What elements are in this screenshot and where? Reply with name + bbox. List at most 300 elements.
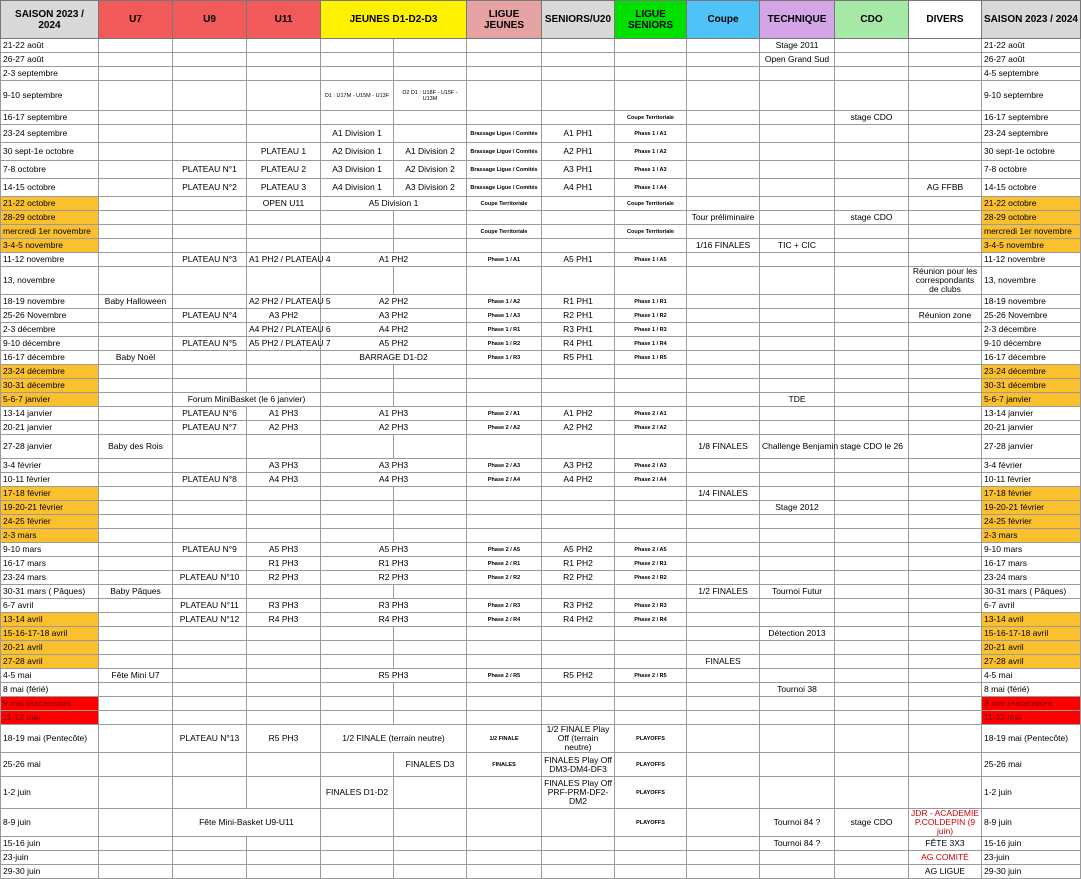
table-row	[1, 143, 1081, 161]
cell-coupe	[687, 197, 760, 211]
cell-divers: AG FFBB	[909, 179, 982, 197]
cell-u7	[99, 655, 173, 669]
cell-ligue-seniors: Phase 2 / R4	[615, 613, 687, 627]
table-row	[1, 67, 1081, 81]
cell-u9	[173, 529, 247, 543]
cell-coupe	[687, 161, 760, 179]
cell-date-right: 11-12 mai	[982, 711, 1081, 725]
cell-u9	[173, 267, 247, 295]
table-row	[1, 865, 1081, 879]
cell-coupe	[687, 683, 760, 697]
cell-date-right: 18-19 novembre	[982, 295, 1081, 309]
cell-divers: JDR - ACADEMIE P.COLDEPIN (9 juin)	[909, 809, 982, 837]
cell-jeunes-d1: R4 PH3	[321, 613, 467, 627]
cell-coupe	[687, 323, 760, 337]
cell-coupe	[687, 143, 760, 161]
cell-ligue-seniors	[615, 655, 687, 669]
cell-divers	[909, 683, 982, 697]
cell-seniors	[542, 81, 615, 111]
cell-jeunes-d1: A1 PH3	[321, 407, 467, 421]
cell-seniors	[542, 435, 615, 459]
cell-coupe	[687, 351, 760, 365]
cell-ligue-seniors: Phase 2 / R5	[615, 669, 687, 683]
cell-u11	[247, 67, 321, 81]
cell-coupe: 1/4 FINALES	[687, 487, 760, 501]
cell-date: 1-2 juin	[1, 777, 99, 809]
cell-date: 17-18 février	[1, 487, 99, 501]
cell-seniors	[542, 711, 615, 725]
cell-date: 27-28 avril	[1, 655, 99, 669]
cell-technique	[760, 777, 835, 809]
cell-u9: Forum MiniBasket (le 6 janvier)	[173, 393, 321, 407]
cell-ligue-jeunes	[467, 501, 542, 515]
cell-u11: R2 PH3	[247, 571, 321, 585]
cell-ligue-jeunes: Phase 1 / R3	[467, 351, 542, 365]
cell-jeunes-d1	[321, 211, 394, 225]
cell-divers	[909, 337, 982, 351]
cell-u7	[99, 81, 173, 111]
cell-u9	[173, 851, 247, 865]
cell-technique	[760, 365, 835, 379]
cell-ligue-seniors	[615, 641, 687, 655]
cell-cdo	[835, 529, 909, 543]
cell-u11	[247, 669, 321, 683]
cell-divers	[909, 239, 982, 253]
cell-date: 28-29 octobre	[1, 211, 99, 225]
cell-date-right: 4-5 septembre	[982, 67, 1081, 81]
table-row	[1, 515, 1081, 529]
cell-technique: Détection 2013	[760, 627, 835, 641]
cell-divers	[909, 753, 982, 777]
cell-jeunes-d2	[394, 641, 467, 655]
cell-u9	[173, 379, 247, 393]
cell-technique	[760, 197, 835, 211]
cell-jeunes-d2: A3 Division 2	[394, 179, 467, 197]
cell-date: 30 sept-1e octobre	[1, 143, 99, 161]
cell-jeunes-d1	[321, 809, 394, 837]
cell-technique	[760, 529, 835, 543]
cell-u11: PLATEAU 3	[247, 179, 321, 197]
cell-divers	[909, 39, 982, 53]
cell-technique: Stage 2011	[760, 39, 835, 53]
cell-ligue-jeunes: Phase 1 / R1	[467, 323, 542, 337]
cell-ligue-jeunes	[467, 837, 542, 851]
cell-coupe	[687, 711, 760, 725]
cell-jeunes-d2	[394, 211, 467, 225]
cell-u9	[173, 487, 247, 501]
cell-divers	[909, 697, 982, 711]
cell-jeunes-d2	[394, 501, 467, 515]
cell-u11	[247, 777, 321, 809]
cell-u11	[247, 211, 321, 225]
cell-u9: PLATEAU N°11	[173, 599, 247, 613]
table-row	[1, 459, 1081, 473]
cell-technique: Challenge Benjamin	[760, 435, 835, 459]
cell-technique: Tournoi Futur	[760, 585, 835, 599]
cell-date: 13, novembre	[1, 267, 99, 295]
cell-date: 20-21 avril	[1, 641, 99, 655]
cell-divers	[909, 111, 982, 125]
cell-u7	[99, 473, 173, 487]
table-row	[1, 211, 1081, 225]
cell-technique	[760, 613, 835, 627]
table-row	[1, 641, 1081, 655]
cell-ligue-jeunes	[467, 211, 542, 225]
cell-ligue-seniors: Phase 1 / R1	[615, 295, 687, 309]
cell-u9	[173, 197, 247, 211]
cell-coupe	[687, 641, 760, 655]
cell-date: 14-15 octobre	[1, 179, 99, 197]
cell-coupe	[687, 669, 760, 683]
cell-seniors: R3 PH2	[542, 599, 615, 613]
cell-u7	[99, 211, 173, 225]
cell-jeunes-d2	[394, 711, 467, 725]
cell-date-right: 27-28 janvier	[982, 435, 1081, 459]
cell-u11	[247, 711, 321, 725]
table-row	[1, 351, 1081, 365]
cell-jeunes-d1: A5 Division 1	[321, 197, 467, 211]
cell-jeunes-d2	[394, 697, 467, 711]
cell-u9	[173, 67, 247, 81]
cell-ligue-jeunes: Phase 2 / R3	[467, 599, 542, 613]
cell-ligue-jeunes: Phase 1 / A2	[467, 295, 542, 309]
cell-divers	[909, 197, 982, 211]
cell-u7	[99, 459, 173, 473]
cell-coupe	[687, 365, 760, 379]
cell-divers	[909, 557, 982, 571]
cell-jeunes-d2: A2 Division 2	[394, 161, 467, 179]
header-coupe: Coupe	[687, 1, 760, 39]
cell-jeunes-d1	[321, 585, 394, 599]
cell-technique	[760, 143, 835, 161]
cell-u7	[99, 253, 173, 267]
cell-u7: Baby des Rois	[99, 435, 173, 459]
cell-technique	[760, 253, 835, 267]
cell-u7	[99, 777, 173, 809]
cell-coupe	[687, 379, 760, 393]
cell-date-right: 13, novembre	[982, 267, 1081, 295]
cell-ligue-jeunes	[467, 435, 542, 459]
cell-ligue-seniors	[615, 53, 687, 67]
cell-coupe	[687, 557, 760, 571]
cell-ligue-seniors: PLAYOFFS	[615, 777, 687, 809]
cell-ligue-jeunes	[467, 585, 542, 599]
cell-date-right: 17-18 février	[982, 487, 1081, 501]
cell-coupe	[687, 697, 760, 711]
cell-ligue-jeunes: Brassage Ligue / Comités	[467, 161, 542, 179]
cell-cdo	[835, 309, 909, 323]
cell-date-right: 14-15 octobre	[982, 179, 1081, 197]
cell-u9	[173, 777, 247, 809]
cell-date: 27-28 janvier	[1, 435, 99, 459]
cell-date-right: 9-10 décembre	[982, 337, 1081, 351]
cell-ligue-seniors: Coupe Territoriale	[615, 111, 687, 125]
cell-ligue-jeunes: Phase 2 / R5	[467, 669, 542, 683]
cell-u7	[99, 711, 173, 725]
cell-coupe	[687, 393, 760, 407]
cell-divers	[909, 599, 982, 613]
cell-u11: R4 PH3	[247, 613, 321, 627]
cell-ligue-jeunes	[467, 239, 542, 253]
cell-seniors: A3 PH1	[542, 161, 615, 179]
cell-seniors	[542, 379, 615, 393]
cell-coupe	[687, 501, 760, 515]
cell-seniors: R1 PH1	[542, 295, 615, 309]
cell-jeunes-d1	[321, 851, 394, 865]
cell-seniors	[542, 865, 615, 879]
cell-u11	[247, 585, 321, 599]
table-row	[1, 473, 1081, 487]
cell-jeunes-d1	[321, 379, 394, 393]
table-row	[1, 571, 1081, 585]
cell-divers: Réunion zone	[909, 309, 982, 323]
table-row	[1, 529, 1081, 543]
table-row	[1, 125, 1081, 143]
cell-divers	[909, 777, 982, 809]
cell-ligue-jeunes: Phase 2 / A5	[467, 543, 542, 557]
cell-ligue-jeunes	[467, 365, 542, 379]
cell-jeunes-d2	[394, 111, 467, 125]
cell-date: 21-22 octobre	[1, 197, 99, 211]
cell-ligue-seniors	[615, 515, 687, 529]
cell-date-right: 28-29 octobre	[982, 211, 1081, 225]
cell-date: 9 mai (Ascension)	[1, 697, 99, 711]
cell-u9	[173, 585, 247, 599]
cell-date-right: 2-3 décembre	[982, 323, 1081, 337]
cell-ligue-seniors	[615, 67, 687, 81]
cell-ligue-jeunes	[467, 267, 542, 295]
cell-date: 9-10 mars	[1, 543, 99, 557]
cell-cdo	[835, 253, 909, 267]
cell-date: 20-21 janvier	[1, 421, 99, 435]
cell-ligue-jeunes	[467, 851, 542, 865]
cell-cdo	[835, 557, 909, 571]
cell-seniors	[542, 837, 615, 851]
cell-jeunes-d2	[394, 655, 467, 669]
cell-ligue-seniors: Phase 1 / R3	[615, 323, 687, 337]
cell-ligue-jeunes: Phase 2 / A3	[467, 459, 542, 473]
cell-date-right: 15-16-17-18 avril	[982, 627, 1081, 641]
cell-date-right: 25-26 mai	[982, 753, 1081, 777]
cell-date-right: 24-25 février	[982, 515, 1081, 529]
cell-seniors	[542, 627, 615, 641]
cell-date: 5-6-7 janvier	[1, 393, 99, 407]
cell-u11: PLATEAU 2	[247, 161, 321, 179]
cell-date-right: 20-21 janvier	[982, 421, 1081, 435]
cell-seniors	[542, 111, 615, 125]
cell-date: 15-16-17-18 avril	[1, 627, 99, 641]
cell-u9: PLATEAU N°7	[173, 421, 247, 435]
cell-date-right: 3-4 février	[982, 459, 1081, 473]
cell-ligue-jeunes	[467, 487, 542, 501]
cell-jeunes-d2: A1 Division 2	[394, 143, 467, 161]
cell-jeunes-d2	[394, 777, 467, 809]
cell-u11: A1 PH3	[247, 407, 321, 421]
cell-u9	[173, 239, 247, 253]
cell-ligue-seniors	[615, 239, 687, 253]
cell-seniors: A4 PH2	[542, 473, 615, 487]
table-row	[1, 267, 1081, 295]
cell-date-right: 21-22 octobre	[982, 197, 1081, 211]
cell-u7	[99, 267, 173, 295]
cell-technique: Tournoi 84 ?	[760, 837, 835, 851]
cell-divers	[909, 627, 982, 641]
cell-cdo	[835, 501, 909, 515]
cell-divers	[909, 225, 982, 239]
cell-u9	[173, 557, 247, 571]
cell-coupe	[687, 337, 760, 351]
cell-coupe: 1/2 FINALES	[687, 585, 760, 599]
cell-date-right: 10-11 février	[982, 473, 1081, 487]
cell-u9: PLATEAU N°6	[173, 407, 247, 421]
cell-u9: Fête Mini-Basket U9-U11	[173, 809, 321, 837]
cell-date: 21-22 août	[1, 39, 99, 53]
cell-ligue-jeunes: Brassage Ligue / Comités	[467, 179, 542, 197]
cell-date: 16-17 décembre	[1, 351, 99, 365]
cell-u7	[99, 613, 173, 627]
cell-date: 7-8 octobre	[1, 161, 99, 179]
cell-date-right: 16-17 mars	[982, 557, 1081, 571]
cell-divers	[909, 501, 982, 515]
cell-coupe: 1/16 FINALES	[687, 239, 760, 253]
cell-u11: R5 PH3	[247, 725, 321, 753]
cell-seniors	[542, 197, 615, 211]
cell-date-right: 23-24 septembre	[982, 125, 1081, 143]
cell-ligue-jeunes	[467, 865, 542, 879]
cell-cdo	[835, 337, 909, 351]
cell-seniors	[542, 239, 615, 253]
header-seniors: SENIORS/U20	[542, 1, 615, 39]
cell-cdo	[835, 837, 909, 851]
cell-ligue-jeunes	[467, 641, 542, 655]
cell-technique	[760, 753, 835, 777]
cell-ligue-seniors	[615, 501, 687, 515]
cell-u7	[99, 851, 173, 865]
cell-date: 10-11 février	[1, 473, 99, 487]
cell-ligue-jeunes	[467, 711, 542, 725]
cell-u7	[99, 571, 173, 585]
cell-date-right: 23-24 décembre	[982, 365, 1081, 379]
table-row	[1, 225, 1081, 239]
cell-ligue-seniors	[615, 585, 687, 599]
cell-cdo	[835, 725, 909, 753]
cell-coupe	[687, 599, 760, 613]
cell-date: 3-4-5 novembre	[1, 239, 99, 253]
cell-u11	[247, 529, 321, 543]
cell-date-right: 13-14 janvier	[982, 407, 1081, 421]
cell-technique	[760, 125, 835, 143]
cell-date-right: 9-10 septembre	[982, 81, 1081, 111]
cell-divers	[909, 473, 982, 487]
cell-coupe	[687, 837, 760, 851]
cell-technique	[760, 599, 835, 613]
cell-u9: PLATEAU N°8	[173, 473, 247, 487]
cell-u11: A2 PH2 / PLATEAU 5	[247, 295, 321, 309]
cell-ligue-seniors: Phase 2 / R3	[615, 599, 687, 613]
cell-jeunes-d1: A3 PH2	[321, 309, 467, 323]
cell-ligue-seniors: Phase 1 / A2	[615, 143, 687, 161]
cell-ligue-jeunes	[467, 515, 542, 529]
cell-divers: AG COMITÉ	[909, 851, 982, 865]
cell-u7	[99, 837, 173, 851]
cell-cdo	[835, 683, 909, 697]
cell-jeunes-d1: FINALES D1-D2	[321, 777, 394, 809]
cell-ligue-seniors: Phase 1 / R5	[615, 351, 687, 365]
cell-date-right: 9 mai (Ascension)	[982, 697, 1081, 711]
cell-ligue-jeunes	[467, 529, 542, 543]
cell-date-right: 23-juin	[982, 851, 1081, 865]
table-row	[1, 613, 1081, 627]
cell-cdo	[835, 777, 909, 809]
cell-ligue-seniors	[615, 711, 687, 725]
cell-divers	[909, 379, 982, 393]
cell-coupe	[687, 407, 760, 421]
cell-date: 18-19 novembre	[1, 295, 99, 309]
cell-date-right: 11-12 novembre	[982, 253, 1081, 267]
cell-u11	[247, 111, 321, 125]
cell-jeunes-d1	[321, 655, 394, 669]
cell-jeunes-d1: A1 PH2	[321, 253, 467, 267]
cell-technique	[760, 571, 835, 585]
cell-u11: A5 PH3	[247, 543, 321, 557]
cell-technique	[760, 323, 835, 337]
cell-technique	[760, 179, 835, 197]
cell-jeunes-d1	[321, 529, 394, 543]
cell-jeunes-d2	[394, 125, 467, 143]
cell-ligue-jeunes	[467, 777, 542, 809]
cell-date-right: 7-8 octobre	[982, 161, 1081, 179]
table-row	[1, 365, 1081, 379]
cell-date-right: 16-17 décembre	[982, 351, 1081, 365]
cell-ligue-seniors: Phase 2 / A3	[615, 459, 687, 473]
table-row	[1, 711, 1081, 725]
cell-u11	[247, 225, 321, 239]
table-row	[1, 253, 1081, 267]
cell-date: 3-4 février	[1, 459, 99, 473]
cell-u11: A3 PH2	[247, 309, 321, 323]
cell-date: 30-31 décembre	[1, 379, 99, 393]
cell-coupe	[687, 295, 760, 309]
cell-cdo	[835, 39, 909, 53]
cell-divers	[909, 407, 982, 421]
cell-technique: Stage 2012	[760, 501, 835, 515]
cell-coupe	[687, 67, 760, 81]
cell-seniors	[542, 655, 615, 669]
cell-date-right: 26-27 août	[982, 53, 1081, 67]
cell-technique	[760, 81, 835, 111]
cell-u11: A1 PH2 / PLATEAU 4	[247, 253, 321, 267]
cell-seniors: A3 PH2	[542, 459, 615, 473]
cell-u9	[173, 459, 247, 473]
cell-u9	[173, 837, 247, 851]
cell-date-right: 2-3 mars	[982, 529, 1081, 543]
cell-ligue-seniors: Phase 1 / A3	[615, 161, 687, 179]
table-row	[1, 379, 1081, 393]
header-season-left: SAISON 2023 / 2024	[1, 1, 99, 39]
cell-date-right: 21-22 août	[982, 39, 1081, 53]
cell-u7	[99, 627, 173, 641]
cell-u9	[173, 81, 247, 111]
cell-u9	[173, 697, 247, 711]
table-row	[1, 421, 1081, 435]
cell-divers	[909, 211, 982, 225]
cell-date-right: 29-30 juin	[982, 865, 1081, 879]
cell-cdo	[835, 197, 909, 211]
cell-divers	[909, 421, 982, 435]
cell-divers	[909, 585, 982, 599]
cell-seniors	[542, 515, 615, 529]
cell-date: 29-30 juin	[1, 865, 99, 879]
